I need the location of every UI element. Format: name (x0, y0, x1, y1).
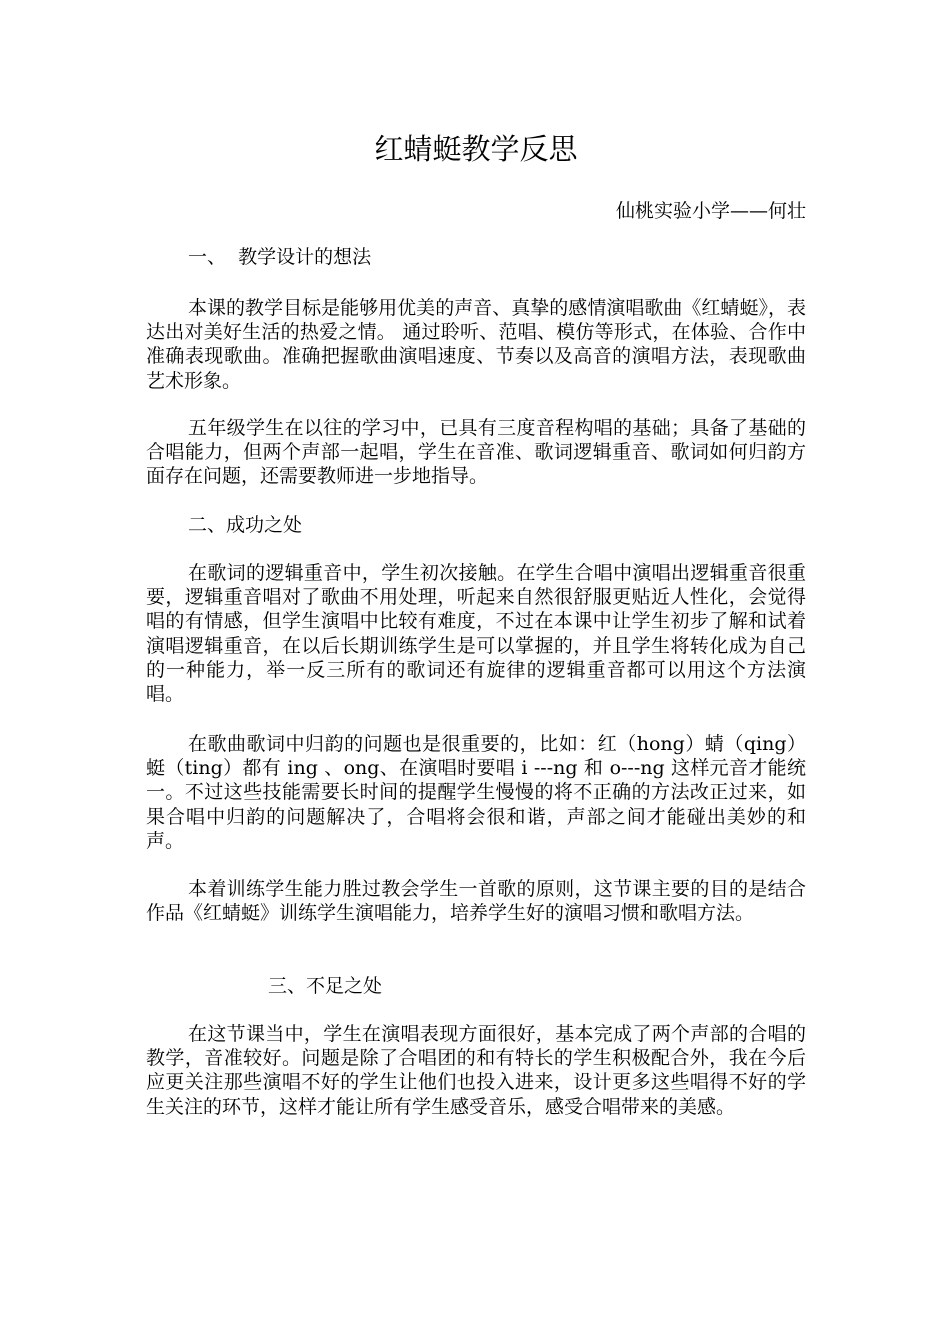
section-heading-design: 一、 教学设计的想法 (188, 246, 372, 268)
paragraph-teaching-goals: 本课的教学目标是能够用优美的声音、真挚的感情演唱歌曲《红蜻蜓》，表达出对美好生活的热爱之情。 通过聆听、范唱、模仿等形式，在体验、合作中准确表现歌曲。准确把握歌曲演唱速度、节奏以及高音的演唱方法，表现歌曲艺术形象。 (146, 297, 806, 392)
paragraph-rhyme: 在歌曲歌词中归韵的问题也是很重要的，比如：红（hong）蜻（qing）蜓（ting）都有 ing 、ong、在演唱时要唱 i ---ng 和 o---ng 这样元音才能统一。不过这些技能需要长时间的提醒学生慢慢的将不正确的方法改正过来，如果合唱中归韵的问题解决了，合唱将会很和谐，声部之间才能碰出美妙的和声。 (146, 733, 806, 852)
paragraph-shortcomings: 在这节课当中，学生在演唱表现方面很好，基本完成了两个声部的合唱的教学，音准较好。问题是除了合唱团的和有特长的学生积极配合外，我在今后应更关注那些演唱不好的学生让他们也投入进来，设计更多这些唱得不好的学生关注的环节，这样才能让所有学生感受音乐，感受合唱带来的美感。 (146, 1023, 806, 1118)
document-title: 红蜻蜓教学反思 (374, 132, 578, 166)
section-heading-successes: 二、成功之处 (188, 514, 303, 536)
section-heading-shortcomings: 三、不足之处 (268, 975, 383, 997)
paragraph-logical-stress: 在歌词的逻辑重音中，学生初次接触。在学生合唱中演唱出逻辑重音很重要，逻辑重音唱对了歌曲不用处理，听起来自然很舒服更贴近人性化，会觉得唱的有情感，但学生演唱中比较有难度，不过在本课中让学生初步了解和试着演唱逻辑重音，在以后长期训练学生是可以掌握的，并且学生将转化成为自己的一种能力，举一反三所有的歌词还有旋律的逻辑重音都可以用这个方法演唱。 (146, 562, 806, 706)
paragraph-principle: 本着训练学生能力胜过教会学生一首歌的原则，这节课主要的目的是结合作品《红蜻蜓》训练学生演唱能力，培养学生好的演唱习惯和歌唱方法。 (146, 878, 806, 925)
paragraph-student-background: 五年级学生在以往的学习中，已具有三度音程构唱的基础；具备了基础的合唱能力，但两个声部一起唱，学生在音准、歌词逻辑重音、歌词如何归韵方面存在问题，还需要教师进一步地指导。 (146, 417, 806, 488)
author-line: 仙桃实验小学——何壮 (615, 200, 806, 222)
